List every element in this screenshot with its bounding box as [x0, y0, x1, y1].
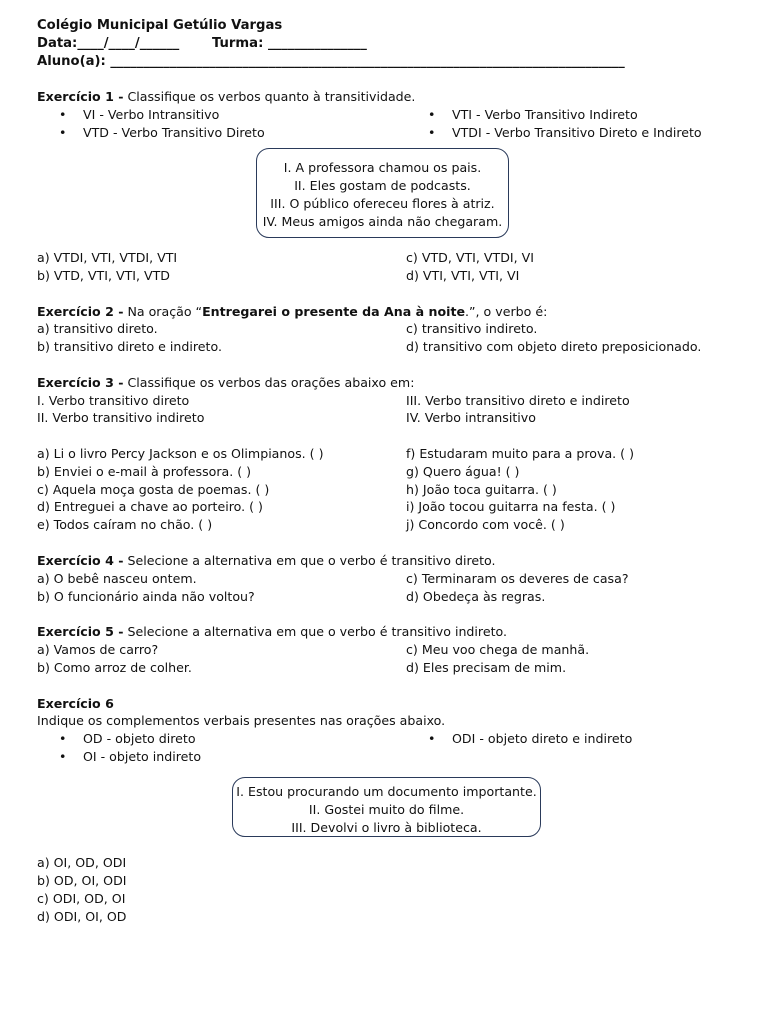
ex4-title: Exercício 4 -: [37, 553, 124, 568]
ex6-bullet-od: • OD - objeto direto: [59, 731, 196, 746]
ex6-sentence: III. Devolvi o livro à biblioteca.: [291, 820, 482, 835]
ex1-sentence: IV. Meus amigos ainda não chegaram.: [262, 214, 503, 229]
ex6-option-b[interactable]: b) OD, OI, ODI: [37, 873, 127, 888]
ex4-option-c[interactable]: c) Terminaram os deveres de casa?: [406, 571, 629, 586]
ex3-item-e[interactable]: e) Todos caíram no chão. ( ): [37, 517, 213, 532]
school-name: Colégio Municipal Getúlio Vargas: [37, 18, 283, 33]
ex5-title: Exercício 5 -: [37, 624, 124, 639]
ex4-heading: Exercício 4 - Selecione a alternativa em que o verbo é transitivo direto.: [37, 553, 496, 568]
ex6-sentence: II. Gostei muito do filme.: [308, 802, 465, 817]
ex1-sentence: II. Eles gostam de podcasts.: [294, 178, 471, 193]
ex6-bullet-odi: • ODI - objeto direto e indireto: [428, 731, 633, 746]
ex6-sentence-box: [232, 777, 541, 837]
ex1-bullet-vi: • VI - Verbo Intransitivo: [59, 107, 220, 122]
ex3-item-c[interactable]: c) Aquela moça gosta de poemas. ( ): [37, 482, 270, 497]
ex2-option-b[interactable]: b) transitivo direto e indireto.: [37, 339, 222, 354]
ex4-option-a[interactable]: a) O bebê nasceu ontem.: [37, 571, 197, 586]
ex6-option-a[interactable]: a) OI, OD, ODI: [37, 855, 127, 870]
ex3-title: Exercício 3 -: [37, 375, 124, 390]
ex1-sentence-box: [256, 148, 509, 238]
ex5-option-b[interactable]: b) Como arroz de colher.: [37, 660, 192, 675]
ex1-text: Classifique os verbos quanto à transitividade.: [123, 89, 416, 104]
ex6-bullet-oi: • OI - objeto indireto: [59, 749, 202, 764]
ex6-option-c[interactable]: c) ODI, OD, OI: [37, 891, 126, 906]
ex2-option-d[interactable]: d) transitivo com objeto direto preposicionado.: [406, 339, 702, 354]
date-field: Data:____/____/______: [37, 36, 180, 51]
ex5-option-c[interactable]: c) Meu voo chega de manhã.: [406, 642, 590, 657]
ex3-type-iii: III. Verbo transitivo direto e indireto: [406, 393, 630, 408]
ex3-item-b[interactable]: b) Enviei o e-mail à professora. ( ): [37, 464, 252, 479]
ex3-item-d[interactable]: d) Entreguei a chave ao porteiro. ( ): [37, 499, 263, 514]
ex3-type-iv: IV. Verbo intransitivo: [406, 410, 536, 425]
ex2-title: Exercício 2 -: [37, 304, 124, 319]
ex5-heading: Exercício 5 - Selecione a alternativa em que o verbo é transitivo indireto.: [37, 624, 508, 639]
ex3-type-ii: II. Verbo transitivo indireto: [37, 410, 205, 425]
ex1-title: Exercício 1 -: [37, 89, 124, 104]
ex6-sentence: I. Estou procurando um documento importante.: [236, 784, 537, 799]
ex6-title: Exercício 6: [37, 696, 114, 711]
ex4-option-b[interactable]: b) O funcionário ainda não voltou?: [37, 589, 255, 604]
ex6-option-d[interactable]: d) ODI, OI, OD: [37, 909, 127, 924]
ex3-type-i: I. Verbo transitivo direto: [37, 393, 190, 408]
ex3-item-a[interactable]: a) Li o livro Percy Jackson e os Olimpianos. ( ): [37, 446, 324, 461]
ex2-option-c[interactable]: c) transitivo indireto.: [406, 321, 538, 336]
ex6-text: Indique os complementos verbais presentes nas orações abaixo.: [37, 713, 446, 728]
ex5-option-a[interactable]: a) Vamos de carro?: [37, 642, 159, 657]
ex1-option-c[interactable]: c) VTD, VTI, VTDI, VI: [406, 250, 534, 265]
ex3-item-j[interactable]: j) Concordo com você. ( ): [406, 517, 565, 532]
ex4-option-d[interactable]: d) Obedeça às regras.: [406, 589, 546, 604]
ex1-sentence: I. A professora chamou os pais.: [283, 160, 482, 175]
ex3-item-g[interactable]: g) Quero água! ( ): [406, 464, 520, 479]
ex3-item-i[interactable]: i) João tocou guitarra na festa. ( ): [406, 499, 616, 514]
ex1-option-d[interactable]: d) VTI, VTI, VTI, VI: [406, 268, 520, 283]
ex3-item-h[interactable]: h) João toca guitarra. ( ): [406, 482, 557, 497]
ex1-option-a[interactable]: a) VTDI, VTI, VTDI, VTI: [37, 250, 178, 265]
ex1-bullet-vti: • VTI - Verbo Transitivo Indireto: [428, 107, 638, 122]
ex2-option-a[interactable]: a) transitivo direto.: [37, 321, 158, 336]
student-field: Aluno(a): ______________________________________________________________________________: [37, 54, 625, 69]
ex1-bullet-vtdi: • VTDI - Verbo Transitivo Direto e Indireto: [428, 125, 702, 140]
ex3-heading: Exercício 3 - Classifique os verbos das orações abaixo em:: [37, 375, 415, 390]
ex2-sentence: Entregarei o presente da Ana à noite: [202, 304, 466, 319]
ex1-option-b[interactable]: b) VTD, VTI, VTI, VTD: [37, 268, 170, 283]
ex1-bullet-vtd: • VTD - Verbo Transitivo Direto: [59, 125, 265, 140]
ex3-item-f[interactable]: f) Estudaram muito para a prova. ( ): [406, 446, 634, 461]
ex1-heading: [37, 88, 415, 105]
ex1-sentence: III. O público ofereceu flores à atriz.: [270, 196, 495, 211]
ex2-heading: Exercício 2 - Na oração “Entregarei o presente da Ana à noite.”, o verbo é:: [37, 304, 548, 319]
class-field: Turma: _______________: [212, 36, 367, 51]
ex5-option-d[interactable]: d) Eles precisam de mim.: [406, 660, 567, 675]
